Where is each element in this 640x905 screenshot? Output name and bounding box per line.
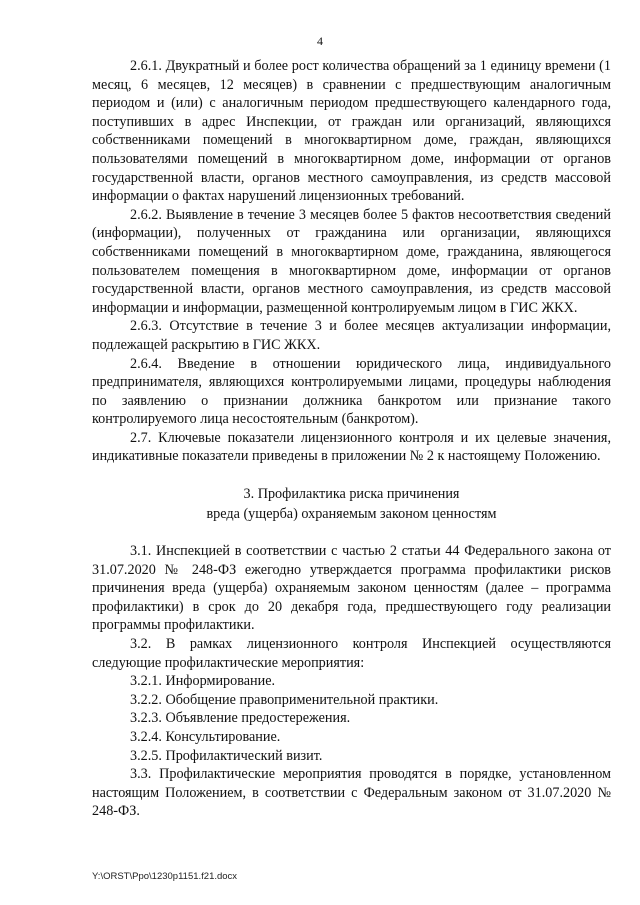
paragraph-2-6-1: 2.6.1. Двукратный и более рост количества обращений за 1 единицу времени (1 месяц, 6 месяцев, 12 месяцев) в сравнении с предшествующим аналогичным периодом и (или) с аналогичным периодом предшествующего календарного года, поступивших в адрес Инспекции, от граждан или организаций, являющихся собственниками помещений в многоквартирном доме, граждан, являющихся пользователями помещений в многоквартирном доме, информации от органов государственной власти, органов местного самоуправления, из средств массовой информации о фактах нарушений лицензионных требований. (92, 58, 611, 205)
paragraph-3-2: 3.2. В рамках лицензионного контроля Инспекцией осуществляются следующие профилактические мероприятия: (92, 636, 611, 671)
spacer (92, 524, 611, 542)
paragraph-3-2-2: 3.2.2. Обобщение правоприменительной практики. (130, 691, 439, 708)
section-heading-line-1: 3. Профилактика риска причинения (243, 486, 460, 503)
spacer (92, 466, 611, 484)
paragraph-2-6-4: 2.6.4. Введение в отношении юридического лица, индивидуального предпринимателя, являющихся контролируемыми лицами, процедуры наблюдения по заявлению о признании должника банкротом или признание такого контролируемого лица несостоятельным (банкротом). (92, 355, 611, 428)
paragraph-3-2-3: 3.2.3. Объявление предостережения. (130, 710, 351, 727)
document-body (92, 57, 611, 821)
paragraph-3-2-1: 3.2.1. Информирование. (130, 673, 276, 690)
page-number: 4 (317, 34, 323, 48)
paragraph-3-2-4: 3.2.4. Консультирование. (130, 729, 281, 745)
paragraph-3-1: 3.1. Инспекцией в соответствии с частью 2 статьи 44 Федерального закона от 31.07.2020 № 248-ФЗ ежегодно утверждается программа профилактики рисков причинения вреда (ущерба) охраняемым законом ценностям (далее – программа профилактики) в срок до 20 декабря года, предшествующего году реализации программы профилактики. (92, 543, 611, 634)
paragraph-2-7: 2.7. Ключевые показатели лицензионного контроля и их целевые значения, индикативные показатели приведены в приложении № 2 к настоящему Положению. (92, 429, 611, 465)
paragraph-3-3: 3.3. Профилактические мероприятия проводятся в порядке, установленном настоящим Положением, в соответствии с Федеральным законом от 31.07.2020 № 248-ФЗ. (92, 766, 611, 820)
section-heading-line-2: вреда (ущерба) охраняемым законом ценностям (206, 506, 497, 523)
footer-file-path: Y:\ORST\Ppo\1230p1151.f21.docx (92, 871, 238, 882)
paragraph-2-6-3: 2.6.3. Отсутствие в течение 3 и более месяцев актуализации информации, подлежащей раскрытию в ГИС ЖКХ. (92, 318, 611, 353)
paragraph-2-6-2: 2.6.2. Выявление в течение 3 месяцев более 5 фактов несоответствия сведений (информации), полученных от гражданина или организации, являющихся собственниками помещений в многоквартирном доме, гражданина, являющегося пользователем помещения в многоквартирном доме, информации от органов государственной власти, органов местного самоуправления, из средств массовой информации и информации, размещенной контролируемым лицом в ГИС ЖКХ. (92, 206, 611, 316)
paragraph-3-2-5: 3.2.5. Профилактический визит. (130, 747, 323, 764)
